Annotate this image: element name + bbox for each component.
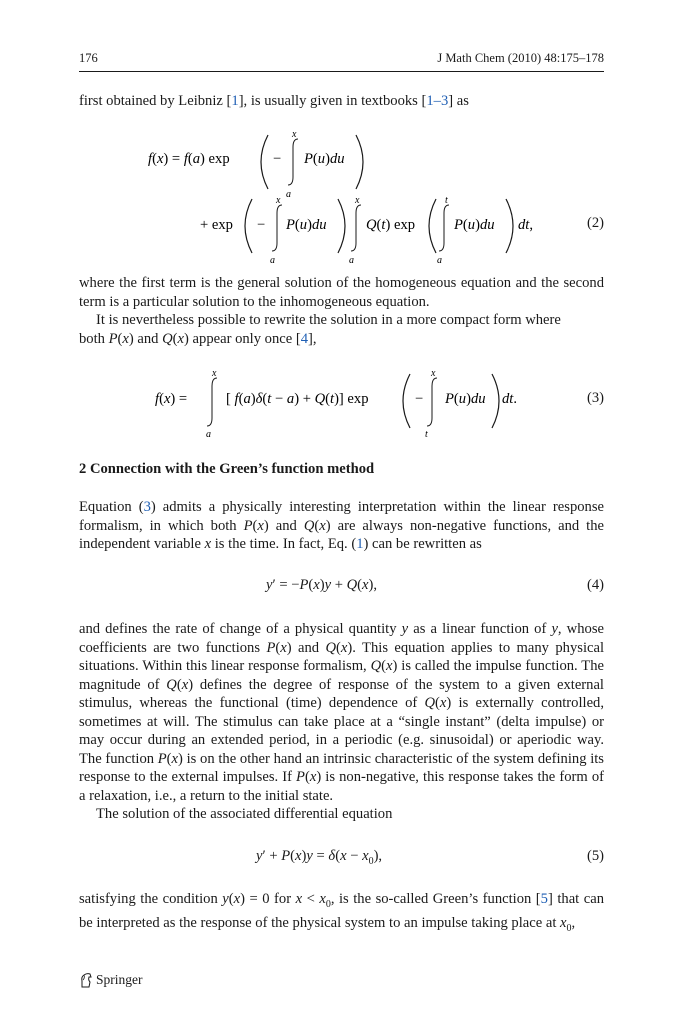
svg-text:Q(t) exp: Q(t) exp (366, 217, 416, 233)
equation-number: (2) (586, 215, 604, 231)
equation-number: (4) (586, 577, 604, 593)
svg-text:a: a (349, 255, 354, 266)
equation-number: (3) (586, 390, 604, 406)
svg-text:x: x (212, 368, 217, 379)
paragraph-compact-form: It is nevertheless possible to rewrite the solution in a more compact form where (96, 312, 561, 328)
svg-text:x: x (355, 195, 360, 206)
paragraph-solution: The solution of the associated differential equation (96, 806, 393, 822)
paragraph-linear-response: Equation (3) admits a physically interesting interpretation within the linear response formalism, in which both P(x) and Q(x) are always non-negative functions, and the independent variable x is the time. In fact, Eq. (1) can be rewritten as (79, 499, 604, 552)
svg-text:a: a (286, 189, 291, 200)
paragraph-compact-form-cont: both P(x) and Q(x) appear only once [4], (79, 330, 317, 347)
header-rule (79, 71, 604, 72)
svg-text:a: a (270, 255, 275, 266)
section-heading: 2 Connection with the Green’s function method (79, 461, 375, 477)
equation-4: y′ = −P(x)y + Q(x), (266, 577, 378, 593)
equation-link[interactable]: 1 (356, 536, 364, 552)
equation-2 (140, 125, 610, 270)
paragraph-homogeneous: where the first term is the general solution of the homogeneous equation and the second term is a particular solution to the inhomogeneous equation. (79, 275, 604, 310)
svg-text:−: − (415, 391, 424, 407)
svg-text:[ f(a)δ(t − a) + Q(t)] exp: [ f(a)δ(t − a) + Q(t)] exp (226, 391, 369, 407)
svg-text:−: − (257, 217, 266, 233)
svg-text:P(u)du: P(u)du (445, 391, 486, 407)
svg-text:f(x) =: f(x) = (155, 391, 188, 407)
equation-number: (5) (586, 848, 604, 864)
citation-link[interactable]: 4 (300, 330, 309, 347)
citation-link[interactable]: 1–3 (426, 93, 449, 109)
svg-text:P(u)du: P(u)du (304, 151, 345, 167)
svg-text:f(x) = f(a) exp: f(x) = f(a) exp (148, 151, 230, 167)
intro-paragraph: first obtained by Leibniz [1], is usually given in textbooks [1–3] as (79, 93, 469, 109)
svg-text:t: t (425, 429, 428, 437)
paragraph-greens-function: satisfying the condition y(x) = 0 for $x < x_0$, is the so-called Green’s function [5] that can be interpreted as the response of the physical system to an impulse taking place at $x_0$, (79, 891, 604, 935)
equation-link[interactable]: 3 (143, 499, 151, 515)
svg-text:x: x (276, 195, 281, 206)
citation-link[interactable]: 5 (540, 891, 548, 907)
svg-text:dt,: dt, (518, 217, 534, 233)
equation-5: $y' + P(x)y = \delta(x - x_0)$, (256, 848, 383, 867)
svg-text:dt.: dt. (502, 391, 518, 407)
paragraph-impulse-function: and defines the rate of change of a physical quantity y as a linear function of y, whose coefficients are two functions P(x) and Q(x). This equation applies to many physical situations. Within this linear response formalism, Q(x) is called the impulse function. The magnitude of Q(x) defines the degree of response of the system to a given external stimulus, whereas the functional (time) dependence of Q(x) is externally controlled, sometimes at will. The stimulus can take place at a “single instant” (delta impulse) or may occur during an extended period, in a periodic (e.g. sinusoidal) or aperiodic way. The function P(x) is on the other hand an intrinsic characteristic of the system defining its response to the external impulses. If P(x) is non-negative, this response takes the form of a relaxation, i.e., a return to the initial state. (79, 621, 605, 804)
springer-horse-icon (79, 972, 93, 988)
svg-text:P(u)du: P(u)du (286, 217, 327, 233)
publisher-footer (79, 972, 143, 988)
page-number: 176 (79, 51, 98, 65)
svg-text:t: t (445, 195, 448, 206)
equation-3 (140, 362, 610, 437)
svg-text:+ exp: + exp (200, 217, 233, 233)
svg-text:a: a (437, 255, 442, 266)
svg-text:P(u)du: P(u)du (454, 217, 495, 233)
publisher-name: Springer (96, 972, 143, 987)
citation-link[interactable]: 1 (231, 93, 239, 109)
journal-reference: J Math Chem (2010) 48:175–178 (437, 51, 604, 65)
svg-text:x: x (431, 368, 436, 379)
svg-text:a: a (206, 429, 211, 437)
svg-text:−: − (273, 151, 282, 167)
svg-text:x: x (292, 129, 297, 140)
